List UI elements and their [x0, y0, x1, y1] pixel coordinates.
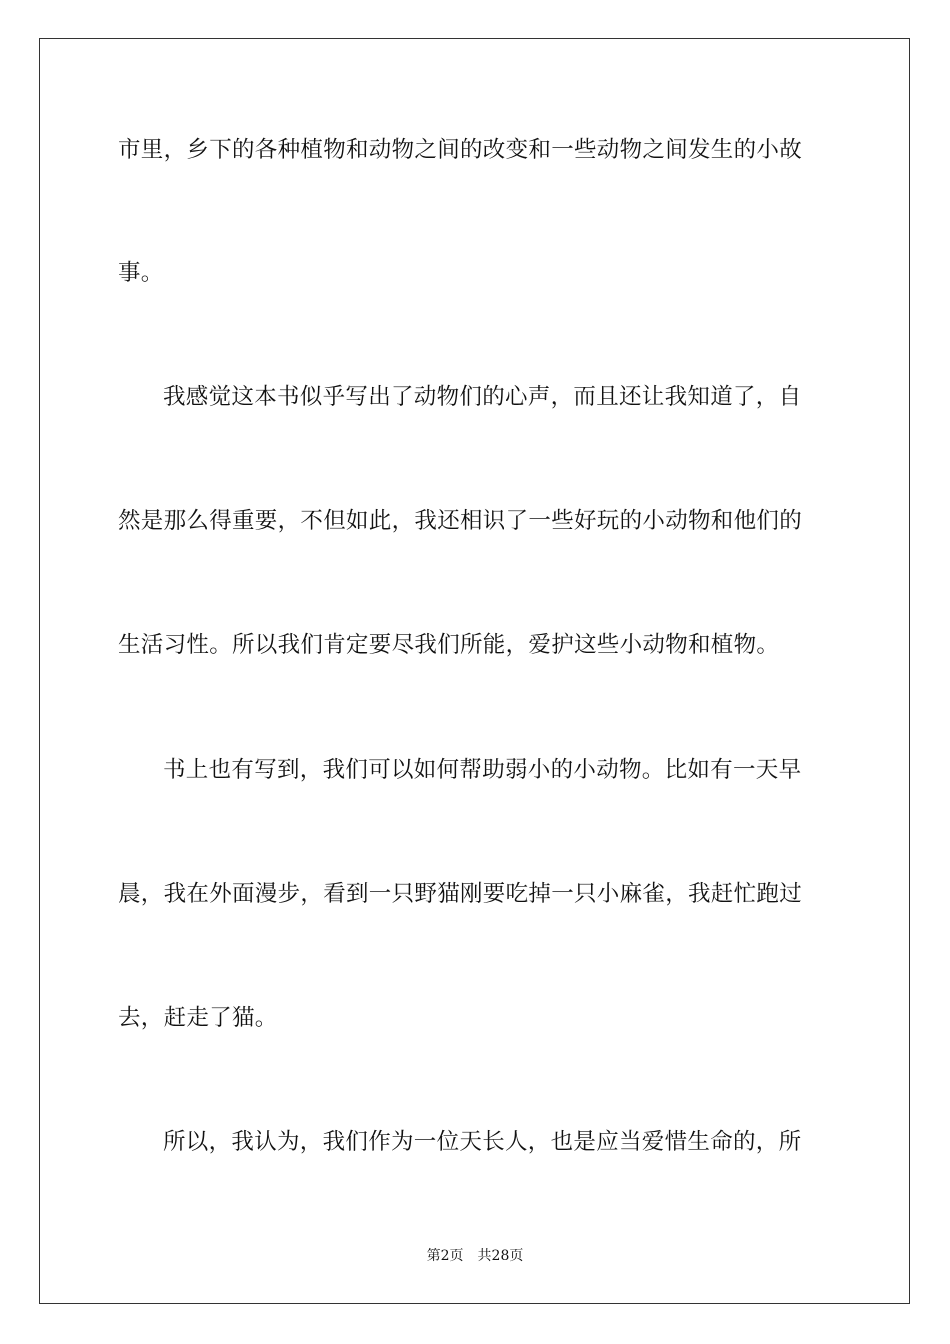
text-line-7: 晨，我在外面漫步，看到一只野猫刚要吃掉一只小麻雀，我赶忙跑过: [118, 881, 803, 907]
text-line-9: 所以，我认为，我们作为一位天长人，也是应当爱惜生命的，所: [163, 1129, 802, 1155]
page-number: 第2页: [426, 1248, 464, 1264]
page-frame: [39, 38, 910, 1304]
page-footer: [0, 1247, 950, 1265]
text-line-1: 市里，乡下的各种植物和动物之间的改变和一些动物之间发生的小故: [118, 137, 803, 163]
text-line-3: 我感觉这本书似乎写出了动物们的心声，而且还让我知道了，自: [163, 384, 802, 410]
text-line-4: 然是那么得重要，不但如此，我还相识了一些好玩的小动物和他们的: [118, 508, 803, 534]
text-line-2: 事。: [118, 260, 164, 286]
text-line-6: 书上也有写到，我们可以如何帮助弱小的小动物。比如有一天早: [163, 757, 802, 783]
page-total: 共28页: [477, 1248, 524, 1264]
text-line-8: 去，赶走了猫。: [118, 1005, 278, 1031]
text-line-5: 生活习性。所以我们肯定要尽我们所能，爱护这些小动物和植物。: [118, 632, 780, 658]
